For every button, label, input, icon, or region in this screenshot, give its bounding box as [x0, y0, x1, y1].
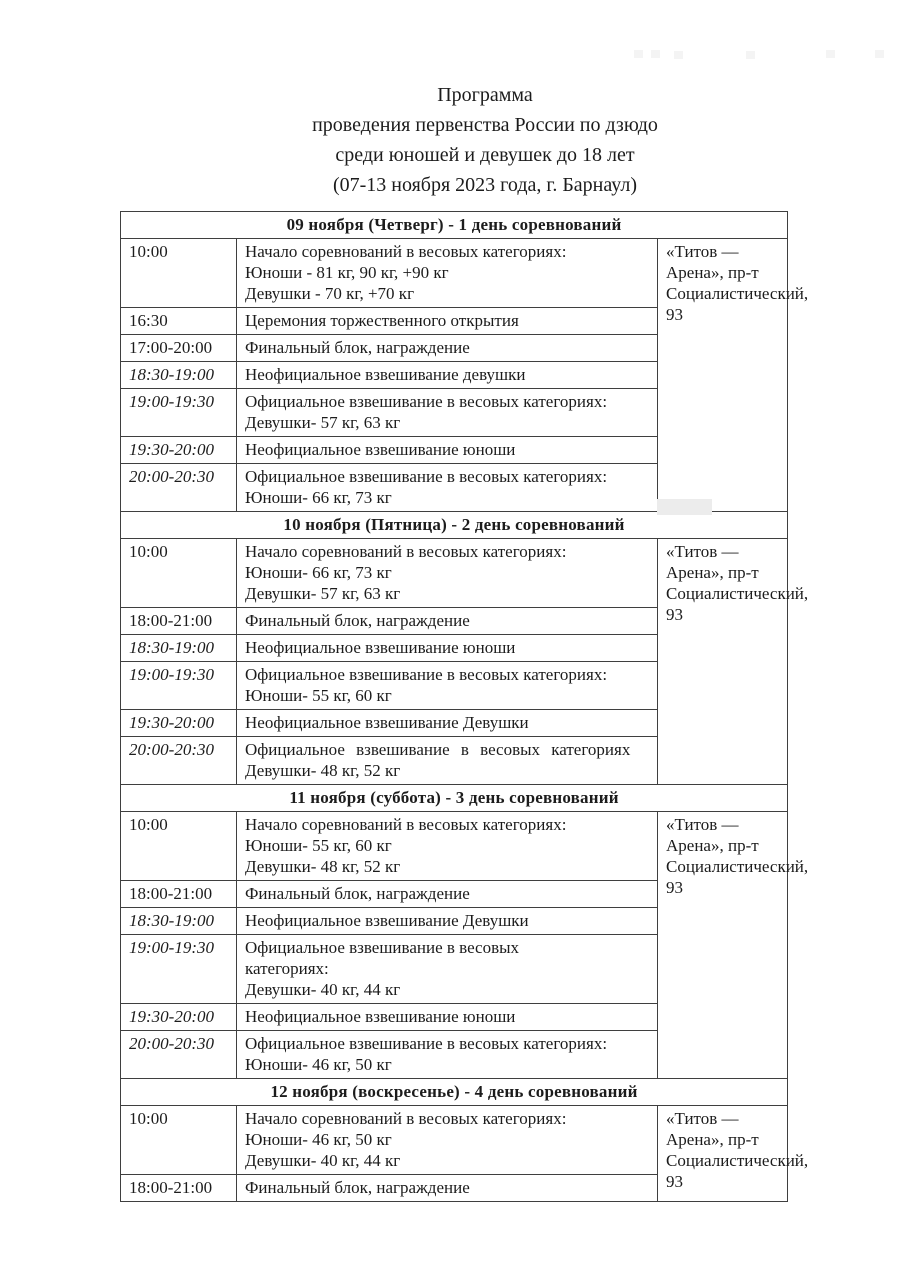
event-line: Юноши- 55 кг, 60 кг: [245, 836, 392, 855]
event-cell: [237, 539, 658, 608]
time-cell: 19:30-20:00: [121, 437, 237, 464]
event-line: Юноши - 81 кг, 90 кг, +90 кг: [245, 263, 449, 282]
event-line: Официальное взвешивание в весовых категориях:: [245, 1034, 608, 1053]
time-cell: 19:30-20:00: [121, 710, 237, 737]
event-cell: [237, 908, 658, 935]
event-cell: [237, 389, 658, 437]
location-line: Социалистический, 93: [666, 584, 809, 624]
event-cell: [237, 239, 658, 308]
event-cell: [237, 464, 658, 512]
event-line: Официальное взвешивание в весовых категориях:: [245, 467, 608, 486]
scan-artifact: [826, 50, 835, 58]
event-cell: [237, 1004, 658, 1031]
document-title: [120, 80, 850, 200]
event-line: категориях:: [245, 959, 329, 978]
event-cell: [237, 635, 658, 662]
time-cell: 18:00-21:00: [121, 1175, 237, 1202]
time-cell: 19:00-19:30: [121, 662, 237, 710]
event-cell: [237, 812, 658, 881]
title-line-2: проведения первенства России по дзюдо: [312, 114, 658, 136]
event-line: Неофициальное взвешивание юноши: [245, 1007, 516, 1026]
time-cell: 18:00-21:00: [121, 608, 237, 635]
time-cell: 17:00-20:00: [121, 335, 237, 362]
day-header: 09 ноября (Четверг) - 1 день соревнований: [121, 212, 788, 239]
day-section-header-row: [121, 1079, 788, 1106]
time-cell: 18:30-19:00: [121, 635, 237, 662]
event-line: Неофициальное взвешивание Девушки: [245, 713, 529, 732]
location-line: Социалистический, 93: [666, 284, 809, 324]
location-line: Социалистический, 93: [666, 857, 809, 897]
time-cell: 10:00: [121, 239, 237, 308]
schedule-row: [121, 539, 788, 608]
title-line-3: среди юношей и девушек до 18 лет: [335, 144, 635, 166]
event-line: Официальное взвешивание в весовых категориях: [245, 740, 631, 759]
event-line: Неофициальное взвешивание юноши: [245, 440, 516, 459]
event-line: Девушки- 40 кг, 44 кг: [245, 1151, 401, 1170]
event-line: Финальный блок, награждение: [245, 884, 470, 903]
schedule-row: [121, 812, 788, 881]
event-line: Девушки - 70 кг, +70 кг: [245, 284, 415, 303]
event-line: Девушки- 57 кг, 63 кг: [245, 413, 401, 432]
event-cell: [237, 935, 658, 1004]
day-header: 11 ноября (суббота) - 3 день соревнований: [121, 785, 788, 812]
day-section-header-row: [121, 512, 788, 539]
event-line: Неофициальное взвешивание девушки: [245, 365, 526, 384]
event-line: Начало соревнований в весовых категориях:: [245, 1109, 567, 1128]
event-line: Официальное взвешивание в весовых категориях:: [245, 392, 608, 411]
event-line: Девушки- 48 кг, 52 кг: [245, 761, 401, 780]
event-line: Девушки- 57 кг, 63 кг: [245, 584, 401, 603]
time-cell: 20:00-20:30: [121, 464, 237, 512]
location-line: «Титов — Арена», пр-т: [666, 1109, 759, 1149]
event-line: Неофициальное взвешивание Девушки: [245, 911, 529, 930]
event-line: Финальный блок, награждение: [245, 611, 470, 630]
time-cell: 10:00: [121, 539, 237, 608]
event-line: Начало соревнований в весовых категориях:: [245, 815, 567, 834]
title-line-4: (07-13 ноября 2023 года, г. Барнаул): [332, 174, 638, 196]
event-cell: [237, 362, 658, 389]
event-cell: [237, 437, 658, 464]
day-section-header-row: [121, 785, 788, 812]
time-cell: 20:00-20:30: [121, 1031, 237, 1079]
event-line: Юноши- 55 кг, 60 кг: [245, 686, 392, 705]
event-cell: [237, 1106, 658, 1175]
event-line: Юноши- 66 кг, 73 кг: [245, 563, 392, 582]
location-line: «Титов — Арена», пр-т: [666, 542, 759, 582]
time-cell: 16:30: [121, 308, 237, 335]
event-cell: [237, 308, 658, 335]
event-line: Официальное взвешивание в весовых: [245, 938, 520, 957]
schedule-table: [120, 211, 809, 1202]
day-header: 12 ноября (воскресенье) - 4 день соревнований: [121, 1079, 788, 1106]
schedule-table-wrapper: [120, 211, 809, 1202]
location-line: «Титов — Арена», пр-т: [666, 815, 759, 855]
event-line: Официальное взвешивание в весовых категориях:: [245, 665, 608, 684]
time-cell: 19:30-20:00: [121, 1004, 237, 1031]
event-line: Неофициальное взвешивание юноши: [245, 638, 516, 657]
event-line: Начало соревнований в весовых категориях:: [245, 242, 567, 261]
day-section-header-row: [121, 212, 788, 239]
event-cell: [237, 608, 658, 635]
event-line: Финальный блок, награждение: [245, 338, 470, 357]
title-line-1: Программа: [437, 84, 533, 106]
scan-artifact: [634, 50, 643, 58]
event-cell: [237, 662, 658, 710]
event-line: Девушки- 40 кг, 44 кг: [245, 980, 401, 999]
schedule-row: [121, 239, 788, 308]
time-cell: 19:00-19:30: [121, 935, 237, 1004]
event-cell: [237, 1175, 658, 1202]
event-line: Юноши- 66 кг, 73 кг: [245, 488, 392, 507]
event-line: Начало соревнований в весовых категориях:: [245, 542, 567, 561]
day-header: 10 ноября (Пятница) - 2 день соревнований: [121, 512, 788, 539]
event-cell: [237, 1031, 658, 1079]
scan-artifact: [875, 50, 884, 58]
scan-artifact: [674, 51, 683, 59]
event-line: Юноши- 46 кг, 50 кг: [245, 1130, 392, 1149]
event-cell: [237, 335, 658, 362]
event-line: Юноши- 46 кг, 50 кг: [245, 1055, 392, 1074]
time-cell: 10:00: [121, 812, 237, 881]
location-cell: [658, 539, 809, 785]
time-cell: 18:30-19:00: [121, 908, 237, 935]
event-line: Церемония торжественного открытия: [245, 311, 519, 330]
event-cell: [237, 737, 658, 785]
time-cell: 19:00-19:30: [121, 389, 237, 437]
scan-artifact: [651, 50, 660, 58]
location-cell: [658, 239, 809, 512]
schedule-table-body: [121, 212, 809, 1202]
event-cell: [237, 881, 658, 908]
time-cell: 10:00: [121, 1106, 237, 1175]
time-cell: 18:00-21:00: [121, 881, 237, 908]
location-line: «Титов — Арена», пр-т: [666, 242, 759, 282]
event-cell: [237, 710, 658, 737]
event-line: Девушки- 48 кг, 52 кг: [245, 857, 401, 876]
time-cell: 20:00-20:30: [121, 737, 237, 785]
location-cell: [658, 812, 809, 1079]
location-cell: [658, 1106, 809, 1202]
scan-artifact: [746, 51, 755, 59]
schedule-row: [121, 1106, 788, 1175]
location-line: Социалистический, 93: [666, 1151, 809, 1191]
time-cell: 18:30-19:00: [121, 362, 237, 389]
event-line: Финальный блок, награждение: [245, 1178, 470, 1197]
